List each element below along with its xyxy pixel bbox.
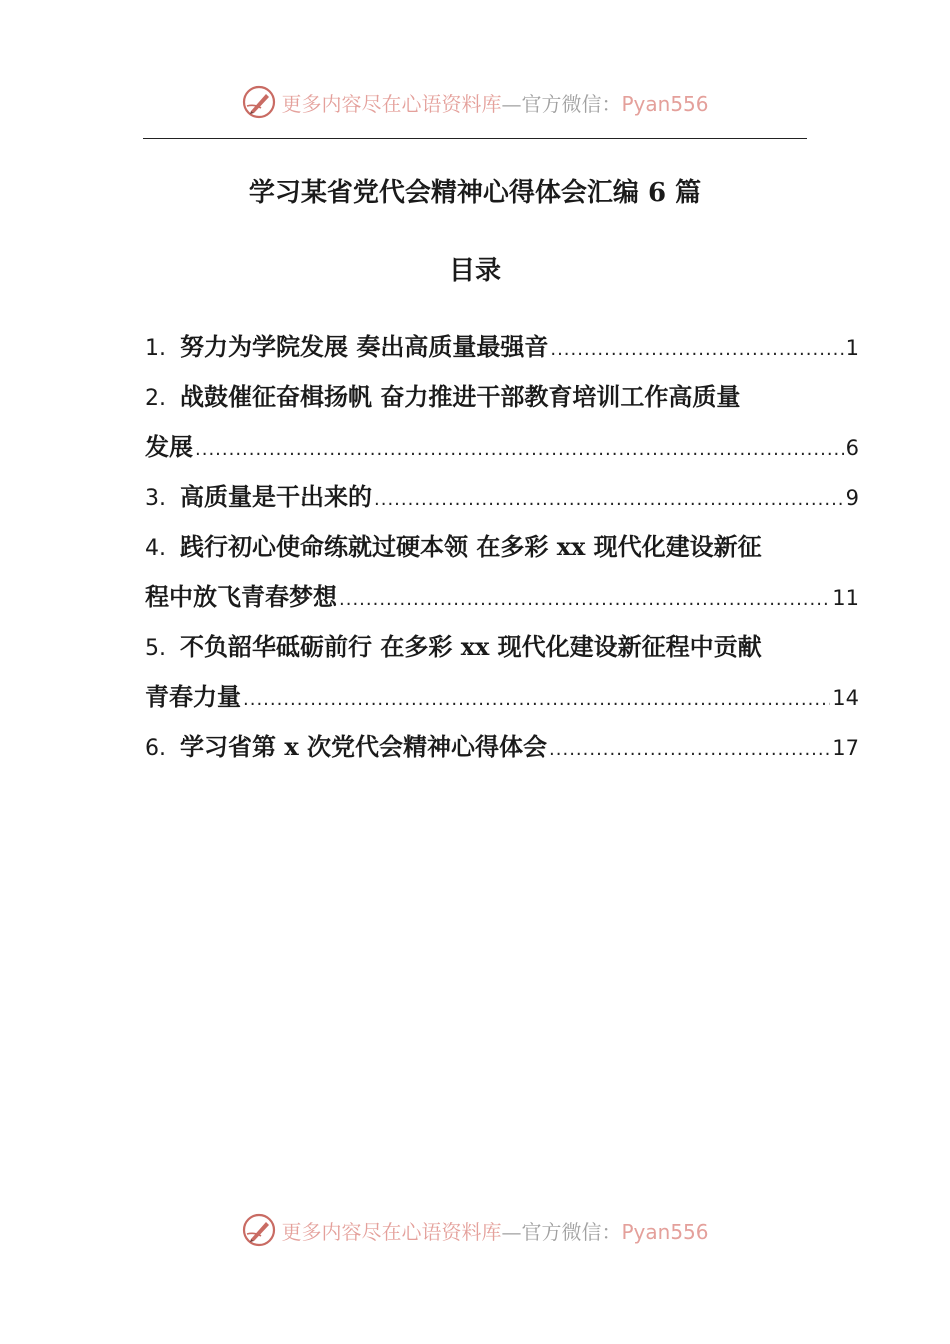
toc-leader-dots (549, 725, 830, 775)
toc-entry-number: 3. (145, 486, 166, 511)
toc-leader-dots (339, 575, 830, 625)
toc-leader-dots (195, 425, 844, 475)
toc-entry-6[interactable] (145, 722, 859, 772)
toc-entry-title: 战鼓催征奋楫扬帆 奋力推进干部教育培训工作高质量 (180, 382, 741, 411)
toc-leader-dots (374, 475, 844, 525)
toc-entry-title: 不负韶华砥砺前行 在多彩 xx 现代化建设新征程中贡献 (180, 632, 762, 661)
toc-entry-4[interactable] (145, 522, 859, 622)
toc-entry-title: 高质量是干出来的 (180, 482, 372, 511)
toc-heading: 目录 (448, 256, 501, 286)
toc-entry-title-cont: 青春力量 (145, 682, 241, 711)
toc-entry-2[interactable] (145, 372, 859, 472)
toc-entry-page: 1 (845, 336, 859, 360)
toc-entry-page: 9 (845, 486, 859, 510)
toc-entry-title: 努力为学院发展 奏出高质量最强音 (180, 332, 549, 361)
watermark-text: 更多内容尽在心语资料库—官方微信：Pyan556 (281, 1219, 709, 1244)
toc-entry-number: 2. (145, 386, 166, 411)
toc-entry-page: 17 (832, 736, 859, 760)
toc-entry-page: 11 (832, 586, 859, 610)
toc-entry-page: 14 (832, 686, 859, 710)
toc-entry-title: 学习省第 x 次党代会精神心得体会 (180, 732, 548, 761)
toc-entry-number: 1. (145, 336, 166, 361)
table-of-contents (145, 322, 859, 772)
toc-entry-3[interactable] (145, 472, 859, 522)
toc-entry-page: 6 (845, 436, 859, 460)
watermark-text: 更多内容尽在心语资料库—官方微信：Pyan556 (281, 91, 709, 116)
header-rule (143, 138, 807, 139)
pen-circle-logo-icon (241, 1212, 277, 1248)
toc-entry-title: 践行初心使命练就过硬本领 在多彩 xx 现代化建设新征 (180, 532, 762, 561)
toc-entry-number: 5. (145, 636, 166, 661)
document-title: 学习某省党代会精神心得体会汇编 6 篇 (248, 178, 702, 208)
header-watermark (0, 82, 950, 122)
toc-entry-title-cont: 程中放飞青春梦想 (145, 582, 337, 611)
toc-entry-number: 6. (145, 736, 166, 761)
toc-entry-number: 4. (145, 536, 166, 561)
toc-entry-1[interactable] (145, 322, 859, 372)
pen-circle-logo-icon (241, 84, 277, 120)
toc-leader-dots (550, 325, 843, 375)
toc-entry-title-cont: 发展 (145, 432, 193, 461)
footer-watermark (0, 1210, 950, 1250)
toc-leader-dots (243, 675, 830, 725)
toc-entry-5[interactable] (145, 622, 859, 722)
